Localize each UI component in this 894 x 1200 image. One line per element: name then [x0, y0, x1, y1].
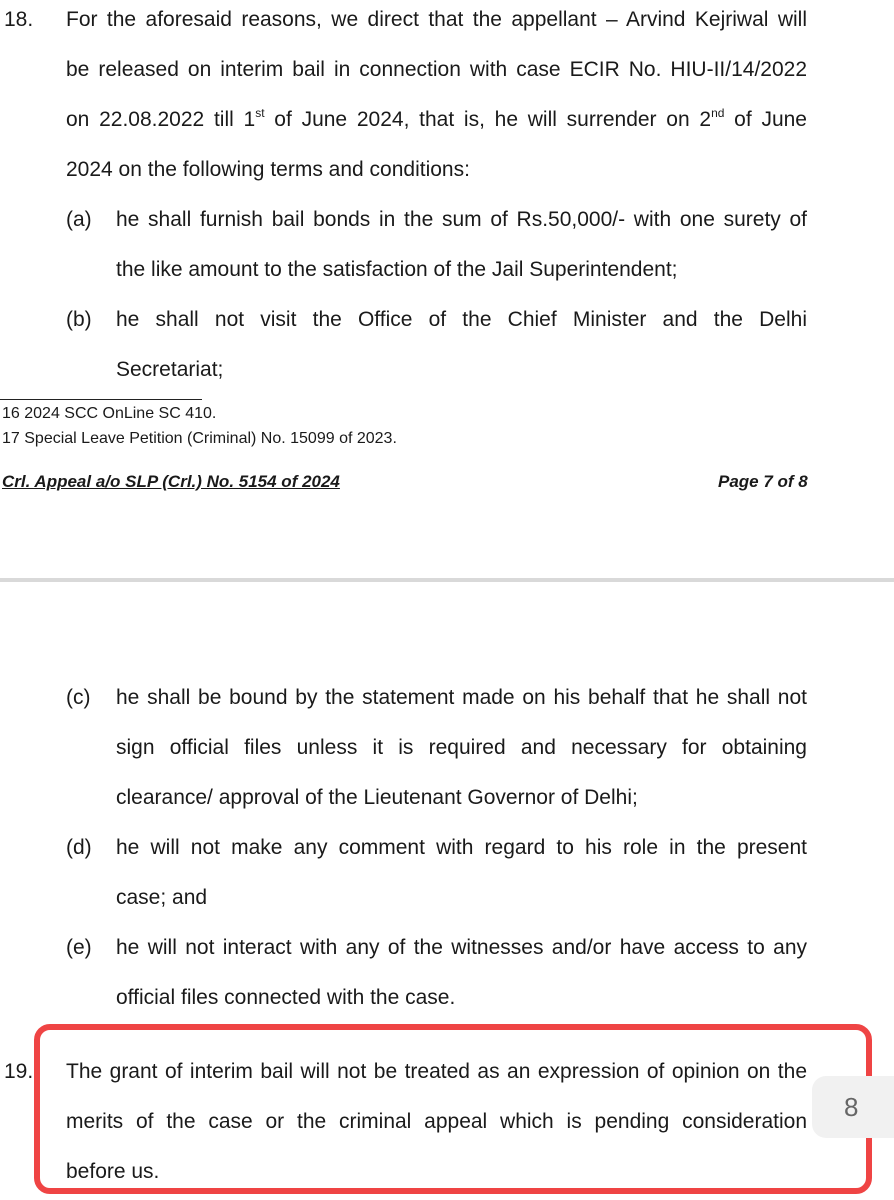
- footnote-16: 16 2024 SCC OnLine SC 410.: [2, 405, 217, 422]
- page-break-divider: [0, 578, 894, 582]
- page-indicator-badge[interactable]: 8: [812, 1076, 894, 1138]
- condition-line: official files connected with the case.: [116, 986, 456, 1009]
- para-18-line-3-text-a: on 22.08.2022 till 1: [66, 108, 256, 131]
- condition-marker: (c): [66, 686, 91, 709]
- para-18-line-2: be released on interim bail in connection with case ECIR No. HIU-II/14/2022: [66, 58, 807, 81]
- condition-marker: (b): [66, 308, 92, 331]
- highlight-annotation: [34, 1024, 872, 1194]
- condition-line: he shall not visit the Office of the Chief Minister and the Delhi: [116, 308, 807, 331]
- para-18-number: 18.: [4, 8, 34, 31]
- condition-marker: (a): [66, 208, 92, 231]
- condition-line: Secretariat;: [116, 358, 224, 381]
- para-19-line-2: merits of the case or the criminal appeal which is pending consideration: [66, 1110, 807, 1133]
- ordinal-suffix: nd: [711, 106, 725, 120]
- condition-line: clearance/ approval of the Lieutenant Governor of Delhi;: [116, 786, 638, 809]
- condition-line: he will not make any comment with regard to his role in the present: [116, 836, 807, 859]
- para-19-line-1: The grant of interim bail will not be treated as an expression of opinion on the: [66, 1060, 807, 1083]
- para-18-line-1: For the aforesaid reasons, we direct that the appellant – Arvind Kejriwal will: [66, 8, 807, 31]
- ordinal-suffix: st: [255, 106, 265, 120]
- case-reference: Crl. Appeal a/o SLP (Crl.) No. 5154 of 2024: [2, 472, 340, 491]
- condition-marker: (e): [66, 936, 92, 959]
- condition-marker: (d): [66, 836, 92, 859]
- page-number: Page 7 of 8: [718, 472, 808, 491]
- condition-line: the like amount to the satisfaction of the Jail Superintendent;: [116, 258, 678, 281]
- condition-line: case; and: [116, 886, 208, 909]
- para-19-number: 19.: [4, 1060, 34, 1083]
- para-18-line-3: [66, 108, 807, 132]
- footnote-17: 17 Special Leave Petition (Criminal) No. 15099 of 2023.: [2, 430, 397, 447]
- condition-line: he will not interact with any of the witnesses and/or have access to any: [116, 936, 807, 959]
- para-18-line-3-text-c: of June: [724, 108, 807, 131]
- para-18-line-4: 2024 on the following terms and conditions:: [66, 158, 470, 181]
- para-18-line-3-text-b: of June 2024, that is, he will surrender on 2: [264, 108, 712, 131]
- condition-line: sign official files unless it is required and necessary for obtaining: [116, 736, 807, 759]
- para-19-line-3: before us.: [66, 1160, 160, 1183]
- footnote-divider: [0, 399, 202, 400]
- condition-line: he shall furnish bail bonds in the sum of Rs.50,000/- with one surety of: [116, 208, 807, 231]
- condition-line: he shall be bound by the statement made on his behalf that he shall not: [116, 686, 807, 709]
